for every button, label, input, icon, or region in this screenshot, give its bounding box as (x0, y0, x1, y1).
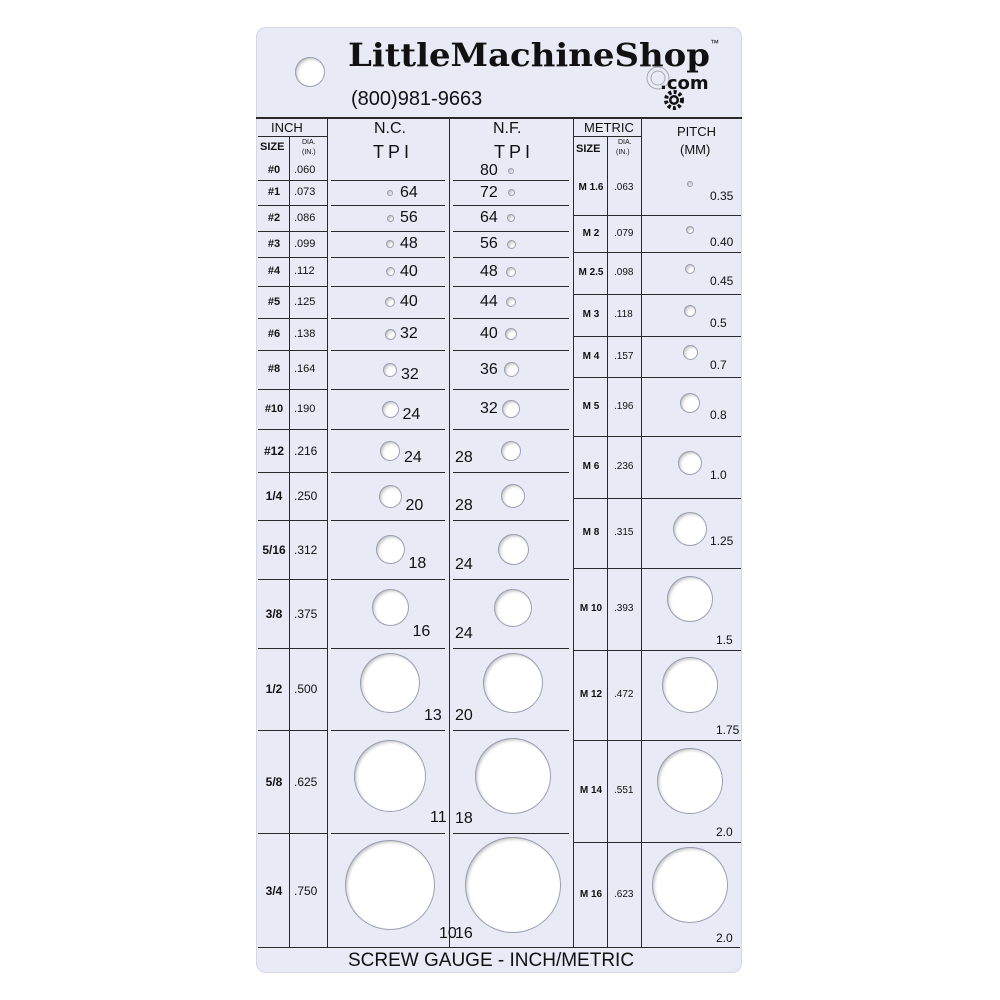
metric-size-cell: M 5 (582, 400, 600, 412)
pitch-value: 0.45 (710, 274, 734, 288)
metric-dia-cell: .157 (614, 350, 634, 362)
nc-row-divider (331, 257, 445, 258)
nc-thread-hole (376, 535, 405, 564)
pitch-value: 2.0 (716, 825, 733, 839)
nf-thread-hole (498, 534, 529, 565)
inch-size-header: SIZE (260, 141, 285, 153)
nc-thread-hole (360, 653, 420, 713)
nf-row-divider (453, 429, 569, 430)
inch-dia-cell: .625 (294, 774, 318, 789)
nc-row-divider (331, 648, 445, 649)
nc-row-divider (331, 833, 445, 834)
pitch-unit: (MM) (680, 142, 711, 157)
metric-row-divider (573, 498, 741, 499)
footer-title: SCREW GAUGE - INCH/METRIC (348, 950, 635, 971)
metric-row-divider (573, 568, 741, 569)
pitch-value: 1.25 (710, 534, 734, 548)
nf-thread-hole (508, 168, 514, 174)
divider-inch-dia (327, 117, 328, 948)
inch-dia-cell: .073 (294, 186, 316, 198)
table-bottom-border (258, 947, 740, 948)
metric-size-header: SIZE (576, 143, 601, 155)
nf-thread-hole (508, 189, 515, 196)
nc-tpi-value: 18 (408, 555, 427, 572)
inch-row-divider (258, 318, 327, 319)
nc-tpi-value: 48 (400, 235, 418, 252)
metric-row-divider (573, 252, 741, 253)
nc-tpi-value: 32 (401, 366, 419, 383)
nf-tpi-value: 56 (480, 235, 498, 252)
trademark-symbol: ™ (710, 38, 719, 48)
divider-metric-size (607, 136, 608, 948)
nc-row-divider (331, 472, 445, 473)
nc-row-divider (331, 231, 445, 232)
inch-dia-cell: .112 (294, 265, 315, 277)
pitch-value: 0.8 (710, 407, 727, 422)
inch-size-cell: #12 (263, 443, 285, 458)
nc-tpi-value: 24 (402, 406, 421, 423)
nf-row-divider (453, 730, 569, 731)
pitch-hole (667, 576, 713, 622)
inch-dia-cell: .190 (294, 402, 316, 415)
brand-domain-suffix: .com (660, 73, 709, 94)
inch-row-divider (258, 520, 327, 521)
nf-thread-hole (465, 837, 561, 933)
nf-header: N.F. (493, 120, 522, 137)
nf-row-divider (453, 180, 569, 181)
metric-row-divider (573, 650, 741, 651)
metric-dia-cell: .098 (614, 267, 634, 278)
nf-tpi-value: 80 (480, 161, 498, 179)
gear-icon (666, 92, 682, 108)
inch-dia-cell: .099 (294, 237, 316, 250)
nf-thread-hole (502, 400, 520, 418)
nf-thread-hole (505, 328, 517, 340)
nc-thread-hole (386, 240, 394, 248)
brand-logo-text: LittleMachineShop (348, 36, 710, 74)
pitch-hole (684, 305, 696, 317)
nc-thread-hole (385, 329, 396, 340)
inch-dia-cell: .138 (294, 327, 316, 340)
nc-thread-hole (386, 267, 395, 276)
metric-row-divider (573, 377, 741, 378)
pitch-value: 2.0 (716, 931, 733, 945)
nf-row-divider (453, 350, 569, 351)
nc-row-divider (331, 389, 445, 390)
pitch-value: 1.0 (710, 468, 727, 482)
nf-tpi-value: 64 (480, 209, 498, 226)
inch-dia-header: DIA. (302, 139, 316, 146)
pitch-value: 1.75 (716, 723, 740, 737)
header-underline-metric (573, 136, 641, 137)
nc-thread-hole (379, 485, 402, 508)
nc-tpi-value: 24 (404, 449, 422, 466)
nc-thread-hole (382, 401, 399, 418)
nf-tpi-value: 16 (455, 925, 473, 942)
nc-thread-hole (387, 215, 394, 222)
inch-size-cell: #6 (267, 327, 281, 340)
pitch-hole (680, 393, 700, 413)
metric-row-divider (573, 740, 741, 741)
phone-number: (800)981-9663 (351, 88, 483, 110)
pitch-value: 0.7 (710, 357, 727, 372)
inch-row-divider (258, 231, 327, 232)
nc-thread-hole (380, 441, 400, 461)
inch-size-cell: 5/8 (265, 774, 283, 789)
nf-tpi-value: 24 (455, 556, 473, 573)
inch-size-cell: 3/8 (265, 606, 283, 621)
nf-thread-hole (494, 589, 532, 627)
nf-tpi-value: 28 (455, 449, 473, 466)
nf-row-divider (453, 648, 569, 649)
metric-dia-cell: .063 (614, 182, 634, 193)
gauge-card (256, 27, 742, 973)
inch-size-cell: #8 (267, 363, 281, 375)
inch-size-cell: 3/4 (265, 883, 283, 898)
pitch-value: 0.35 (710, 189, 734, 203)
nf-thread-hole (507, 240, 516, 249)
nf-row-divider (453, 318, 569, 319)
nf-tpi-value: 48 (480, 262, 498, 280)
nf-row-divider (453, 205, 569, 206)
nf-thread-hole (475, 738, 551, 814)
inch-row-divider (258, 257, 327, 258)
nf-row-divider (453, 286, 569, 287)
metric-dia-unit: (IN.) (616, 149, 630, 156)
metric-dia-cell: .118 (614, 309, 633, 320)
nf-tpi-value: 20 (455, 707, 473, 724)
table-top-border (256, 117, 742, 119)
inch-size-cell: #4 (267, 265, 281, 277)
inch-row-divider (258, 389, 327, 390)
inch-dia-cell: .125 (294, 295, 316, 308)
metric-header: METRIC (584, 120, 634, 135)
nc-row-divider (331, 350, 445, 351)
nc-row-divider (331, 730, 445, 731)
nc-tpi-header: TPI (373, 142, 414, 162)
nc-tpi-value: 11 (430, 808, 447, 826)
inch-dia-cell: .086 (294, 211, 316, 224)
pitch-hole (657, 748, 723, 814)
pitch-value: 0.5 (710, 316, 727, 330)
nf-thread-hole (501, 441, 521, 461)
pitch-hole (687, 181, 693, 187)
metric-size-cell: M 2 (582, 227, 600, 239)
divider-nf-metric (573, 117, 574, 948)
metric-row-divider (573, 436, 741, 437)
nf-thread-hole (506, 267, 516, 277)
metric-dia-cell: .393 (614, 603, 634, 614)
inch-dia-cell: .750 (294, 883, 318, 898)
inch-size-cell: #10 (264, 402, 284, 415)
nc-row-divider (331, 180, 445, 181)
inch-size-cell: 5/16 (262, 542, 286, 557)
nc-thread-hole (354, 740, 426, 812)
metric-dia-cell: .472 (614, 689, 634, 700)
nf-thread-hole (506, 297, 516, 307)
inch-size-cell: #2 (267, 211, 281, 224)
nc-tpi-value: 16 (412, 623, 431, 640)
hanging-hole (295, 57, 325, 87)
nf-tpi-value: 32 (480, 400, 498, 417)
nc-row-divider (331, 579, 445, 580)
inch-row-divider (258, 180, 327, 181)
metric-dia-cell: .196 (614, 400, 634, 412)
metric-size-cell: M 2.5 (578, 267, 604, 278)
inch-row-divider (258, 205, 327, 206)
nf-thread-hole (483, 653, 543, 713)
nf-tpi-value: 40 (480, 325, 498, 342)
nc-tpi-value: 13 (424, 707, 442, 724)
inch-size-cell: #0 (267, 164, 281, 176)
pitch-hole (678, 451, 702, 475)
inch-row-divider (258, 833, 327, 834)
inch-size-cell: #1 (267, 186, 281, 198)
nc-thread-hole (385, 297, 395, 307)
inch-size-cell: #3 (267, 237, 281, 250)
metric-size-cell: M 10 (579, 603, 603, 614)
inch-dia-cell: .164 (294, 363, 316, 375)
nf-tpi-value: 28 (455, 497, 473, 514)
nf-thread-hole (501, 484, 525, 508)
inch-row-divider (258, 350, 327, 351)
metric-row-divider (573, 294, 741, 295)
nc-row-divider (331, 318, 445, 319)
divider-metric-pitch (641, 117, 642, 948)
nf-row-divider (453, 579, 569, 580)
nf-row-divider (453, 472, 569, 473)
nf-row-divider (453, 520, 569, 521)
nf-tpi-header: TPI (494, 142, 535, 162)
inch-dia-cell: .250 (294, 489, 318, 503)
nc-row-divider (331, 429, 445, 430)
pitch-hole (685, 264, 695, 274)
inch-dia-unit: (IN.) (302, 149, 316, 156)
nc-thread-hole (387, 190, 393, 196)
nc-thread-hole (383, 363, 397, 377)
metric-dia-cell: .551 (614, 785, 634, 796)
nc-tpi-value: 40 (400, 262, 418, 280)
inch-dia-cell: .060 (294, 164, 316, 176)
inch-row-divider (258, 472, 327, 473)
inch-header: INCH (271, 120, 303, 135)
nf-tpi-value: 24 (455, 625, 473, 642)
nf-row-divider (453, 389, 569, 390)
inch-row-divider (258, 429, 327, 430)
metric-size-cell: M 4 (582, 350, 600, 362)
pitch-hole (652, 847, 728, 923)
pitch-hole (662, 657, 718, 713)
divider-nc-nf (449, 117, 450, 948)
pitch-hole (673, 512, 707, 546)
inch-row-divider (258, 579, 327, 580)
nf-thread-hole (507, 214, 515, 222)
nf-row-divider (453, 231, 569, 232)
nc-row-divider (331, 520, 445, 521)
metric-size-cell: M 8 (582, 527, 600, 538)
inch-dia-cell: .500 (294, 682, 318, 696)
inch-size-cell: #5 (267, 295, 281, 308)
nf-row-divider (453, 257, 569, 258)
nc-row-divider (331, 205, 445, 206)
metric-size-cell: M 3 (582, 309, 600, 320)
nf-tpi-value: 36 (480, 360, 498, 378)
nc-thread-hole (345, 840, 435, 930)
nf-thread-hole (504, 362, 519, 377)
nc-tpi-value: 20 (405, 497, 424, 514)
nf-row-divider (453, 833, 569, 834)
metric-dia-cell: .315 (614, 527, 634, 538)
nc-tpi-value: 64 (400, 183, 418, 201)
pitch-hole (683, 345, 698, 360)
header-underline-inch (258, 136, 327, 137)
nf-tpi-value: 44 (480, 293, 498, 310)
inch-dia-cell: .312 (294, 542, 318, 557)
metric-size-cell: M 12 (579, 689, 603, 700)
nf-tpi-value: 18 (455, 810, 473, 827)
inch-row-divider (258, 286, 327, 287)
metric-dia-cell: .236 (614, 461, 634, 472)
inch-size-cell: 1/2 (265, 682, 283, 696)
pitch-value: 1.5 (716, 633, 733, 647)
nc-tpi-value: 40 (400, 293, 418, 310)
nc-thread-hole (372, 589, 409, 626)
inch-dia-cell: .375 (294, 606, 318, 621)
metric-dia-header: DIA. (618, 139, 632, 146)
inch-row-divider (258, 730, 327, 731)
inch-size-cell: 1/4 (265, 489, 283, 503)
metric-row-divider (573, 215, 741, 216)
metric-dia-cell: .623 (614, 889, 634, 900)
metric-row-divider (573, 842, 741, 843)
nc-tpi-value: 32 (400, 325, 418, 342)
metric-size-cell: M 14 (579, 785, 603, 796)
pitch-header: PITCH (677, 124, 716, 139)
nc-tpi-value: 10 (439, 925, 457, 942)
pitch-hole (686, 226, 694, 234)
metric-dia-cell: .079 (614, 227, 634, 239)
inch-row-divider (258, 648, 327, 649)
nc-row-divider (331, 286, 445, 287)
metric-size-cell: M 16 (579, 889, 603, 900)
nc-header: N.C. (374, 120, 406, 137)
nc-tpi-value: 56 (400, 209, 418, 226)
metric-row-divider (573, 336, 741, 337)
pitch-value: 0.40 (710, 234, 734, 249)
metric-size-cell: M 6 (582, 461, 600, 472)
inch-dia-cell: .216 (294, 443, 318, 458)
nf-tpi-value: 72 (480, 183, 498, 201)
metric-size-cell: M 1.6 (578, 182, 604, 193)
